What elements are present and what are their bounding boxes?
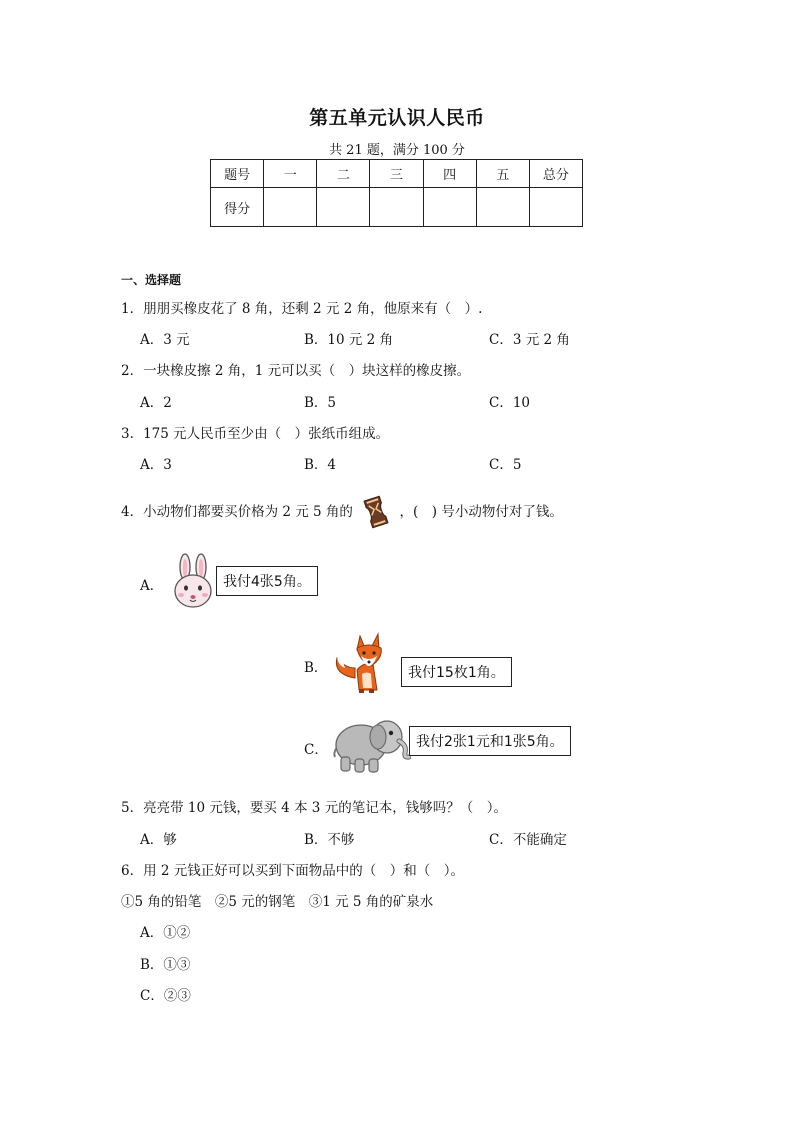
score-header-cell: 一 bbox=[264, 160, 317, 188]
question-4-option-c-label[interactable]: C． bbox=[304, 742, 328, 758]
score-table-header-row bbox=[211, 160, 583, 188]
speech-bubble-b: 我付15枚1角。 bbox=[401, 657, 512, 687]
question-4-option-b-label[interactable]: B． bbox=[304, 660, 328, 676]
score-header-cell: 三 bbox=[370, 160, 423, 188]
question-1-option-b[interactable]: B．10 元 2 角 bbox=[304, 332, 394, 348]
score-header-cell: 总分 bbox=[529, 160, 582, 188]
question-1: 1．朋朋买橡皮花了 8 角，还剩 2 元 2 角，他原来有（ ）. bbox=[121, 301, 483, 317]
question-5-option-c[interactable]: C．不能确定 bbox=[489, 832, 567, 848]
question-1-option-a[interactable]: A．3 元 bbox=[140, 332, 190, 348]
question-3-option-a[interactable]: A．3 bbox=[140, 457, 172, 473]
score-row-label: 得分 bbox=[211, 188, 264, 227]
question-4-option-a-label[interactable]: A． bbox=[140, 578, 164, 594]
question-2-option-c[interactable]: C．10 bbox=[489, 395, 531, 411]
rabbit-icon bbox=[170, 553, 216, 609]
page-title: 第五单元认识人民币 bbox=[309, 107, 485, 129]
question-3-option-b[interactable]: B．4 bbox=[304, 457, 337, 473]
question-6: 6．用 2 元钱正好可以买到下面物品中的（ ）和（ ）。 bbox=[121, 863, 465, 879]
question-2-option-b[interactable]: B．5 bbox=[304, 395, 337, 411]
score-cell[interactable] bbox=[476, 188, 529, 227]
question-4-text-before: 4．小动物们都要买价格为 2 元 5 角的 bbox=[121, 504, 353, 520]
question-6-items: ①5 角的铅笔 ②5 元的钢笔 ③1 元 5 角的矿泉水 bbox=[121, 894, 434, 910]
question-4 bbox=[121, 500, 563, 520]
question-4-text-after: ，( ) 号小动物付对了钱。 bbox=[399, 504, 563, 520]
question-2-option-a[interactable]: A．2 bbox=[140, 395, 172, 411]
speech-bubble-a: 我付4张5角。 bbox=[216, 566, 318, 596]
score-header-cell: 四 bbox=[423, 160, 476, 188]
score-table-score-row bbox=[211, 188, 583, 227]
speech-bubble-c: 我付2张1元和1张5角。 bbox=[409, 726, 571, 756]
biscuit-icon bbox=[359, 495, 393, 529]
question-5-option-b[interactable]: B．不够 bbox=[304, 832, 355, 848]
score-cell[interactable] bbox=[370, 188, 423, 227]
question-3-option-c[interactable]: C．5 bbox=[489, 457, 522, 473]
question-6-option-a[interactable]: A．①② bbox=[140, 925, 191, 941]
question-6-option-b[interactable]: B．①③ bbox=[140, 957, 191, 973]
score-table bbox=[210, 159, 583, 227]
score-header-cell: 二 bbox=[317, 160, 370, 188]
page-subtitle: 共 21 题，满分 100 分 bbox=[329, 143, 465, 158]
section-heading: 一、选择题 bbox=[121, 273, 182, 287]
score-cell[interactable] bbox=[529, 188, 582, 227]
question-5-option-a[interactable]: A．够 bbox=[140, 832, 177, 848]
question-2: 2．一块橡皮擦 2 角，1 元可以买（ ）块这样的橡皮擦。 bbox=[121, 363, 471, 379]
score-header-cell: 题号 bbox=[211, 160, 264, 188]
score-header-cell: 五 bbox=[476, 160, 529, 188]
question-3: 3．175 元人民币至少由（ ）张纸币组成。 bbox=[121, 426, 390, 442]
score-cell[interactable] bbox=[423, 188, 476, 227]
elephant-icon bbox=[331, 711, 411, 775]
score-cell[interactable] bbox=[317, 188, 370, 227]
question-6-option-c[interactable]: C．②③ bbox=[140, 988, 191, 1004]
score-cell[interactable] bbox=[264, 188, 317, 227]
fox-icon bbox=[333, 632, 395, 696]
question-5: 5．亮亮带 10 元钱，要买 4 本 3 元的笔记本，钱够吗？（ ）。 bbox=[121, 800, 507, 816]
question-1-option-c[interactable]: C．3 元 2 角 bbox=[489, 332, 570, 348]
